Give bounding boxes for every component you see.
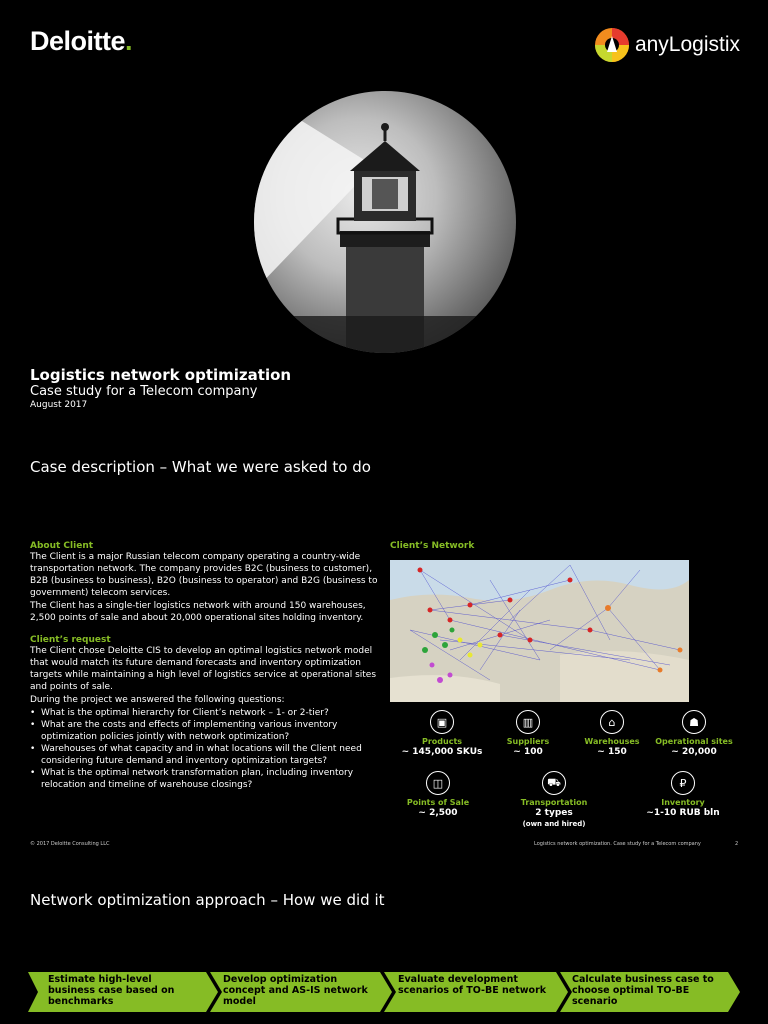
warehouse-icon: ⌂ [600,710,624,734]
about-client-paragraph-1: The Client is a major Russian telecom company operating a country-wide transportation network. The company provides B2C (business to customer), B2B (business to business), B2O (business to operator) and B2G (business to government) telecom services. [30,552,378,598]
stat-value: 2 types [535,808,573,818]
stat-inventory [641,771,725,819]
stat-label: Inventory [661,798,705,807]
slide-title: Network optimization approach – How we did it [30,891,385,909]
step-4-label: Calculate business case to choose optimal TO-BE scenario [572,974,714,1007]
approach-slide [0,866,768,1024]
step-3-label: Evaluate development scenarios of TO-BE network [398,974,547,996]
shopping-bag-icon: ◫ [426,771,450,795]
stat-transportation [512,771,596,829]
slide-title: Case description – What we were asked to do [30,458,371,476]
site-icon: ☗ [682,710,706,734]
question-item: • Warehouses of what capacity and in what locations will the Client need considering future demand and inventory optimization targets? [30,743,380,767]
title-slide [0,0,768,430]
lighthouse-image [254,91,516,353]
truck-icon: ⛟ [542,771,566,795]
stat-value: ~1-10 RUB bln [646,808,720,818]
question-item: • What is the optimal hierarchy for Client’s network – 1- or 2-tier? [30,707,380,719]
client-request-paragraph-1: The Client chose Deloitte CIS to develop an optimal logistics network model that would match its future demand forecasts and inventory optimization targets while maintaining a high level of logistics service at operational sites and points of sale. [30,646,377,692]
stat-label: Suppliers [506,737,550,746]
stat-products [400,710,484,758]
stat-label: Points of Sale [406,798,470,807]
deloitte-logo-dot: . [125,26,133,56]
stat-label: Transportation [520,798,588,807]
client-network-heading: Client’s Network [390,541,475,551]
stat-value: ~ 150 [597,747,627,757]
deck-title: Logistics network optimization [30,366,292,384]
stat-value: ~ 2,500 [418,808,458,818]
case-description-slide [0,440,768,858]
questions-list [30,707,380,791]
anylogistix-logo [593,26,740,64]
deloitte-logo-text: Deloitte [30,26,126,56]
stat-label: Products [421,737,463,746]
stat-value: ~ 145,000 SKUs [401,747,483,757]
ruble-icon: ₽ [671,771,695,795]
stat-label: Warehouses [584,737,640,746]
about-client-paragraph-2: The Client has a single-tier logistics network with around 150 warehouses, 2,500 points of sale and about 20,000 operational sites holding inventory. [30,601,366,623]
anylogistix-logo-text: anyLogistix [634,33,740,56]
stat-points-of-sale [396,771,480,819]
step-2-label: Develop optimization concept and AS-IS network model [223,974,368,1007]
client-request-heading: Client’s request [30,635,111,645]
stat-note: (own and hired) [522,820,586,828]
client-text-column [30,541,380,791]
about-client-heading: About Client [30,541,94,551]
factory-icon: ▥ [516,710,540,734]
footer-title: Logistics network optimization. Case study for a Telecom company [534,841,701,847]
stat-value: ~ 20,000 [671,747,717,757]
stat-warehouses [570,710,654,758]
client-request-paragraph-2: During the project we answered the following questions: [30,695,285,705]
stat-suppliers [486,710,570,758]
network-map [390,560,689,702]
stat-label: Operational sites [655,737,733,746]
deloitte-logo [30,26,132,57]
step-1-label: Estimate high-level business case based on benchmarks [48,974,175,1007]
stat-value: ~ 100 [513,747,543,757]
deck-subtitle: Case study for a Telecom company [30,384,258,399]
question-item: • What are the costs and effects of implementing various inventory optimization policies jointly with network optimization? [30,719,380,743]
box-icon: ▣ [430,710,454,734]
footer-copyright: © 2017 Deloitte Consulting LLC [30,841,110,847]
anylogistix-logo-icon [593,26,631,64]
deck-date: August 2017 [30,400,88,410]
page-number: 2 [735,841,739,847]
question-item: • What is the optimal network transformation plan, including inventory relocation and timeline of warehouse closings? [30,767,380,791]
stat-operational-sites [652,710,736,758]
